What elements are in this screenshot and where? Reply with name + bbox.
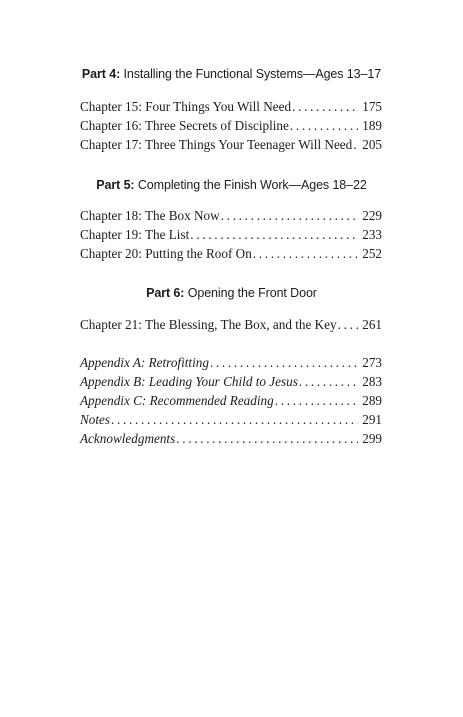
part-5-heading [0, 178, 463, 192]
entry-page-number: 291 [362, 412, 382, 427]
part-4-heading [0, 67, 463, 81]
part-label: Part 5: [96, 178, 135, 192]
entry-page-number: 233 [362, 227, 382, 242]
entry-title: Chapter 21: The Blessing, The Box, and the Key [80, 317, 337, 332]
toc-entry-chapter-21[interactable] [80, 317, 382, 336]
entry-title: Chapter 15: Four Things You Will Need [80, 99, 292, 114]
entry-page-number: 289 [362, 393, 382, 408]
toc-entry-chapter-16[interactable] [80, 118, 382, 137]
part-6-heading [0, 286, 463, 300]
toc-entry-chapter-18[interactable] [80, 208, 382, 227]
entry-page-number: 261 [362, 317, 382, 332]
entry-page-number: 273 [362, 355, 382, 370]
toc-entry-appendix-a[interactable] [80, 355, 382, 374]
entry-page-number: 252 [362, 246, 382, 261]
entry-page-number: 175 [362, 99, 382, 114]
entry-page-number: 283 [362, 374, 382, 389]
entry-title: Appendix A: Retrofitting [80, 355, 209, 370]
entry-page-number: 229 [362, 208, 382, 223]
dot-leader [289, 118, 358, 134]
toc-entry-chapter-17[interactable] [80, 137, 382, 156]
dot-leader [252, 246, 358, 262]
part-6-chapter-list [80, 317, 382, 336]
entry-title: Appendix B: Leading Your Child to Jesus [80, 374, 298, 389]
toc-entry-acknowledgments[interactable] [80, 431, 382, 450]
part-4-chapter-list [80, 99, 382, 156]
dot-leader [274, 393, 359, 409]
part-title: Installing the Functional Systems—Ages 13–17 [123, 67, 382, 81]
dot-leader [175, 431, 358, 447]
toc-entry-appendix-c[interactable] [80, 393, 382, 412]
entry-title: Chapter 20: Putting the Roof On [80, 246, 252, 261]
part-label: Part 4: [81, 67, 121, 81]
toc-entry-notes[interactable] [80, 412, 382, 431]
dot-leader [337, 317, 359, 333]
back-matter-list [80, 355, 382, 450]
part-title: Completing the Finish Work—Ages 18–22 [137, 178, 367, 192]
part-title: Opening the Front Door [187, 286, 317, 300]
toc-entry-chapter-20[interactable] [80, 246, 382, 265]
part-label: Part 6: [146, 286, 185, 300]
dot-leader [298, 374, 358, 390]
entry-page-number: 299 [362, 431, 382, 446]
entry-title: Acknowledgments [80, 431, 176, 446]
toc-entry-appendix-b[interactable] [80, 374, 382, 393]
dot-leader [291, 99, 358, 115]
dot-leader [110, 412, 358, 428]
entry-title: Notes [80, 412, 111, 427]
entry-title: Appendix C: Recommended Reading [80, 393, 274, 408]
entry-title: Chapter 19: The List [80, 227, 190, 242]
entry-page-number: 205 [362, 137, 382, 152]
dot-leader [220, 208, 359, 224]
toc-entry-chapter-15[interactable] [80, 99, 382, 118]
entry-title: Chapter 18: The Box Now [80, 208, 220, 223]
entry-page-number: 189 [362, 118, 382, 133]
toc-entry-chapter-19[interactable] [80, 227, 382, 246]
part-5-chapter-list [80, 208, 382, 265]
dot-leader [209, 355, 358, 371]
dot-leader [189, 227, 358, 243]
entry-title: Chapter 17: Three Things Your Teenager Will Need [80, 137, 353, 152]
entry-title: Chapter 16: Three Secrets of Discipline [80, 118, 289, 133]
